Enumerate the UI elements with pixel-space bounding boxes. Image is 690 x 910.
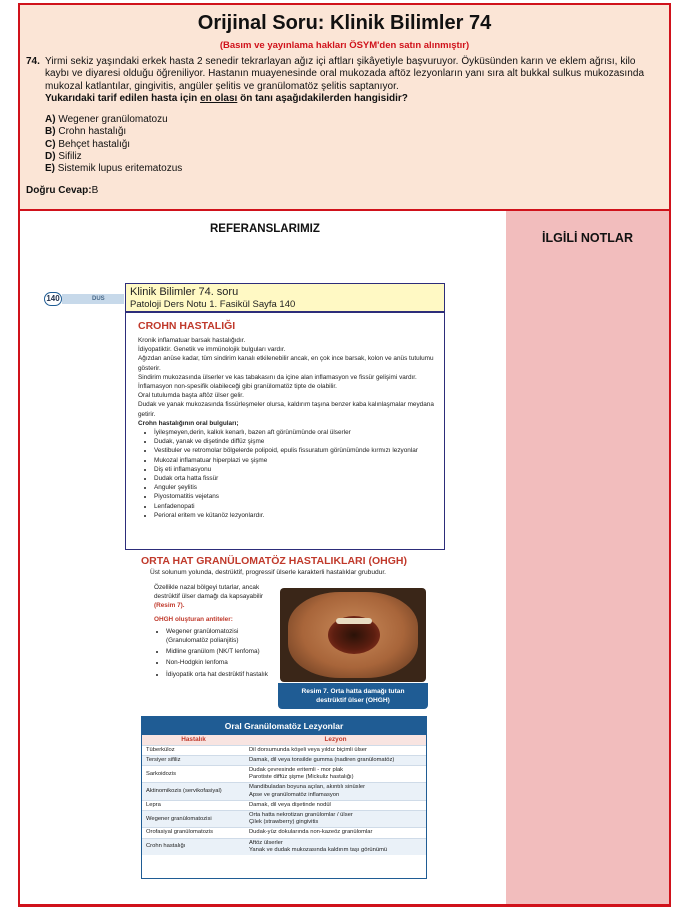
table-row [142,745,426,755]
lesion-table-title: Oral Granülomatöz Lezyonlar [142,717,426,735]
table-cell: Dil dorsumunda köşeli veya yıldız biçimli ülser [245,745,426,755]
question-prompt: Yukarıdaki tarif edilen hasta için en olası ön tanı aşağıdakilerden hangisidir? [45,93,408,104]
column-header: Hastalık [142,735,245,745]
crohn-oral-heading: Crohn hastalığının oral bulguları; [138,419,239,427]
list-item: • İyileşmeyen,derin, kalkık kenarlı, bazen aft görünümünde oral ülserler [154,428,440,437]
answer-options [45,114,182,175]
ogh-entities-list [166,627,279,679]
bottom-bar [20,904,669,907]
table-cell: Damak, dil veya tonsilde gumma (nadiren granülomatöz) [245,755,426,765]
question-number: 74. [26,56,40,67]
table-cell: Aftöz ülserler Yanak ve dudak mukozasında kaldırım taşı görünümü [245,838,426,855]
table-row [142,838,426,855]
list-item: • Anguler şeylitis [154,483,440,492]
page-tab-strip: DUS [62,294,124,304]
copyright-note: (Basım ve yayınlama hakları ÖSYM'den satın alınmıştır) [219,40,470,51]
table-cell: Lepra [142,800,245,810]
table-row [142,783,426,800]
notes-panel [506,211,669,905]
list-item: • Piyostomatitis vejetans [154,492,440,501]
column-header: Lezyon [245,735,426,745]
question-text: Yirmi sekiz yaşındaki erkek hasta 2 senedir tekrarlayan ağız içi aftları şikâyetiyle başvuruyor. Öyküsünden karın ve eklem ağrısı, kilo kaybı ve diyaresi olduğu öğreniliyor. Hastanın muayenesinde oral mukozada aftöz lezyonların yanı sıra alt bukkal sulkus mukozasında mukozal katlantılar, gingivitis, angüler şelitis ve granülomatöz şelitis saptanıyor. [45,56,645,92]
table-cell: Tersiyer sifiliz [142,755,245,765]
crohn-title: CROHN HASTALIĞI [138,320,236,332]
crohn-line: Sindirim mukozasında ülserler ve kas tabakasını da içine alan inflamasyon ve fissür gelişimi vardır. İnflamasyon non-spesifik olabileceği gibi granülomatöz tipte de olabilir. [138,373,417,391]
crohn-line: Ağızdan anüse kadar, tüm sindirim kanalı etkilenebilir ancak, en çok ince barsak, kolon ve anüs tutulumu gösterir. [138,355,434,372]
list-item: • Perioral eritem ve kütanöz lezyonlardır. [154,511,440,520]
ogh-description: Özellikle nazal bölgeyi tutarlar, ancak destrüktif ülser damağı da kapsayabilir (Resim 7). OHGH oluşturan antiteler: • Wegener granülomatozisi (Granulomatöz polianjitis) • Midline granülom (NK/T lenfoma) • Non-Hodgkin lenfoma • İdiyopatik orta hat destrüktif hastalık [154,583,279,681]
option-b[interactable]: B) Crohn hastalığı [45,126,127,138]
notes-heading: İLGİLİ NOTLAR [542,231,633,245]
crohn-oral-list [154,428,440,520]
correct-answer: Doğru Cevap:B [26,185,99,196]
reference-title: Klinik Bilimler 74. soru [130,286,239,298]
table-row [142,755,426,765]
table-row [142,828,426,838]
table-cell: Damak, dil veya dişetinde nodül [245,800,426,810]
question-panel [20,5,669,211]
table-cell: Dudak-yüz dokularında non-kazeöz granülomlar [245,828,426,838]
teeth-shape [336,618,372,624]
table-row [142,765,426,782]
ogh-entities-heading: OHGH oluşturan antiteler: [154,615,233,623]
table-cell: Wegener granülomatozisi [142,810,245,827]
table-cell: Orofasiyal granülomatozis [142,828,245,838]
photo-caption: Resim 7. Orta hatta damağı tutan destrüktif ülser (OHGH) [278,683,428,709]
option-a[interactable]: A) Wegener granülomatozu [45,114,168,125]
option-e[interactable]: E) Sistemik lupus eritematozus [45,163,183,175]
reference-source: Patoloji Ders Notu 1. Fasikül Sayfa 140 [130,299,296,310]
list-item: • Dudak orta hatta fissür [154,474,440,483]
list-item: • Dudak, yanak ve dişetinde diffüz şişme [154,437,440,446]
table-cell: Crohn hastalığı [142,838,245,855]
table-cell: Sarkoidozis [142,765,245,782]
lesion-table [141,716,427,879]
table-cell: Aktinomikozis (servikofasiyal) [142,783,245,800]
crohn-line: Oral tutulumda başta aftöz ülser gelir. [138,392,244,400]
table-row [142,810,426,827]
list-item: • İdiyopatik orta hat destrüktif hastalık [166,670,279,679]
list-item: • Wegener granülomatozisi (Granulomatöz polianjitis) [166,627,279,645]
crohn-line: İdiyopatiktir. Genetik ve immünolojik bulguları vardır. [138,346,286,354]
list-item: • Diş eti inflamasyonu [154,465,440,474]
crohn-body [138,336,440,520]
list-item: • Midline granülom (NK/T lenfoma) [166,647,279,656]
table-row [142,800,426,810]
list-item: • Non-Hodgkin lenfoma [166,658,279,667]
table-cell: Orta hatta nekrotizan granülomlar / ülser Çilek (strawberry) gingivitis [245,810,426,827]
option-d[interactable]: D) Sifiliz [45,150,82,162]
crohn-line: Kronik inflamatuar barsak hastalığıdır. [138,337,246,344]
references-heading: REFERANSLARIMIZ [210,223,320,235]
option-c[interactable]: C) Behçet hastalığı [45,138,131,150]
ogh-title: ORTA HAT GRANÜLOMATÖZ HASTALIKLARI (OHGH) [141,555,407,567]
reference-source-box [125,283,445,312]
list-item: • Vestibuler ve retromolar bölgelerde polipoid, epulis fissuratum görünümünde kırmızı lezyonlar [154,446,440,455]
table-cell: Dudak çevresinde eritemli - mor plak Parotiste diffüz şişme (Mickuliz hastalığı) [245,765,426,782]
emphasis-underline: en olası [200,93,238,104]
page-number-badge: 140 [44,292,62,306]
page-title: Orijinal Soru: Klinik Bilimler 74 [197,12,492,34]
table-cell: Tüberküloz [142,745,245,755]
table-cell: Mandibuladan boyuna açılan, akıntılı sinüsler Apse ve granülomatöz inflamasyon [245,783,426,800]
clinical-photo [280,588,426,682]
crohn-section [125,312,445,550]
crohn-line: Dudak ve yanak mukozasında fissürleşmeler olursa, kaldırım taşına benzer kaba kalınlaşmalar meydana getirir. [138,401,434,418]
list-item: • Lenfadenopati [154,502,440,511]
ogh-subtitle: Üst solunum yolunda, destrüktif, progressif ülserle karakterli hastalıklar grubudur. [150,569,387,576]
list-item: • Mukozal inflamatuar hiperplazi ve şişme [154,456,440,465]
